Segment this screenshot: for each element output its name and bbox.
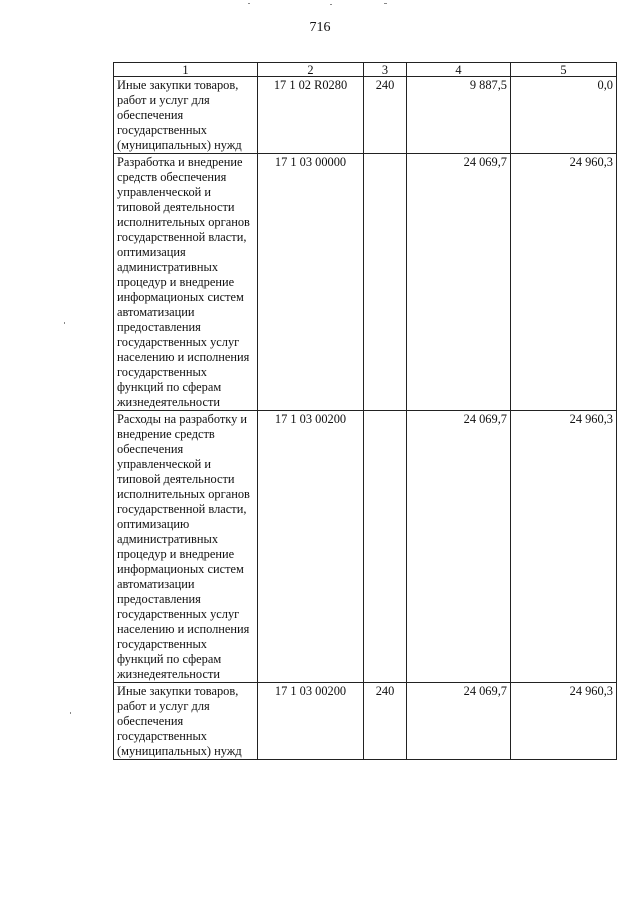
table-row <box>114 154 617 411</box>
budget-table <box>113 62 617 760</box>
column-header: 2 <box>258 63 364 77</box>
table-header-row <box>114 63 617 77</box>
item-name: Иные закупки товаров, работ и услуг для обеспечения государственных (муниципальных) нужд <box>114 683 258 760</box>
page-number: 716 <box>309 20 331 35</box>
expense-type <box>364 411 407 683</box>
scan-speck <box>248 3 250 4</box>
amount-year-2: 24 960,3 <box>511 411 617 683</box>
item-code: 17 1 03 00200 <box>258 683 364 760</box>
item-code: 17 1 03 00000 <box>258 154 364 411</box>
item-code: 17 1 03 00200 <box>258 411 364 683</box>
column-header: 4 <box>407 63 511 77</box>
column-header: 5 <box>511 63 617 77</box>
item-name: Иные закупки товаров, работ и услуг для обеспечения государственных (муниципальных) нужд <box>114 77 258 154</box>
scan-speck <box>70 712 71 714</box>
table-row <box>114 683 617 760</box>
amount-year-1: 24 069,7 <box>407 411 511 683</box>
amount-year-2: 24 960,3 <box>511 154 617 411</box>
item-name: Расходы на разработку и внедрение средств обеспечения управленческой и типовой деятельности исполнительных органов государственной власти, оптимизацию административных процедур и внедрение информационых систем автоматизации предоставления государственных услуг населению и исполнения государственных функций по сферам жизнедеятельности <box>114 411 258 683</box>
expense-type: 240 <box>364 683 407 760</box>
amount-year-2: 0,0 <box>511 77 617 154</box>
scan-speck <box>64 322 65 324</box>
amount-year-2: 24 960,3 <box>511 683 617 760</box>
expense-type: 240 <box>364 77 407 154</box>
scan-speck <box>384 3 387 4</box>
expense-type <box>364 154 407 411</box>
amount-year-1: 24 069,7 <box>407 154 511 411</box>
item-name: Разработка и внедрение средств обеспечения управленческой и типовой деятельности исполнительных органов государственной власти, оптимизация административных процедур и внедрение информационых систем автоматизации предоставления государственных услуг населению и исполнения государственных функций по сферам жизнедеятельности <box>114 154 258 411</box>
column-header: 3 <box>364 63 407 77</box>
item-code: 17 1 02 R0280 <box>258 77 364 154</box>
column-header: 1 <box>114 63 258 77</box>
amount-year-1: 24 069,7 <box>407 683 511 760</box>
table-row <box>114 411 617 683</box>
amount-year-1: 9 887,5 <box>407 77 511 154</box>
table-row <box>114 77 617 154</box>
scan-speck <box>330 4 332 5</box>
